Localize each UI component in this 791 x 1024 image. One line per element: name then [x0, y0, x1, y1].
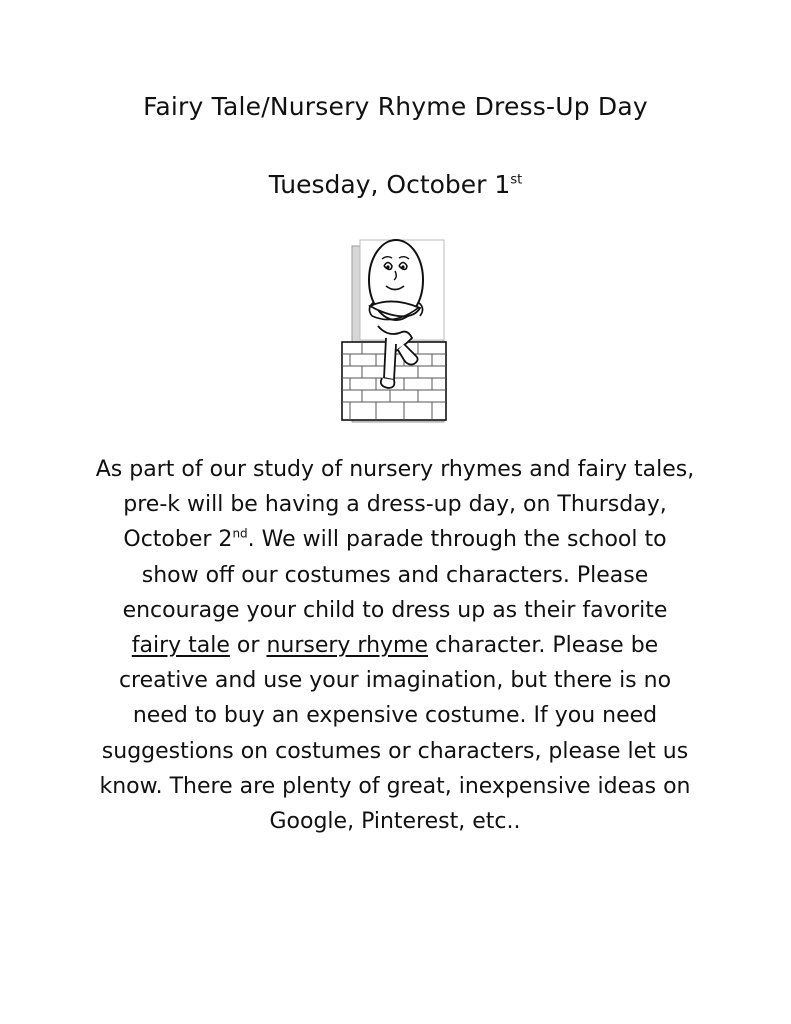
nursery-rhyme-underlined: nursery rhyme [266, 633, 429, 659]
page-title: Fairy Tale/Nursery Rhyme Dress-Up Day [143, 92, 648, 121]
announcement-paragraph [95, 452, 695, 839]
fairy-tale-underlined: fairy tale [131, 633, 230, 659]
paragraph-text-1: As part of our study of nursery rhymes and fairy tales, pre-k will be having a dress-up day, on Thursday, October 2 [95, 457, 695, 553]
event-date-text: Tuesday, October 1 [268, 170, 511, 199]
event-date [0, 170, 791, 199]
thursday-date-suffix: nd [232, 527, 248, 542]
paragraph-text-3: or [229, 633, 267, 659]
humpty-dumpty-on-wall-icon [334, 232, 452, 424]
event-date-suffix: st [510, 172, 523, 188]
paragraph-text-2: . We will parade through the school to show off our costumes and characters. Please encourage your child to dress up as their favorite [122, 527, 668, 623]
paragraph-text-4: character. Please be creative and use your imagination, but there is no need to buy an expensive costume. If you need suggestions on costumes or characters, please let us know. There are plenty of great, inexpensive ideas on Google, Pinterest, etc.. [99, 633, 691, 835]
